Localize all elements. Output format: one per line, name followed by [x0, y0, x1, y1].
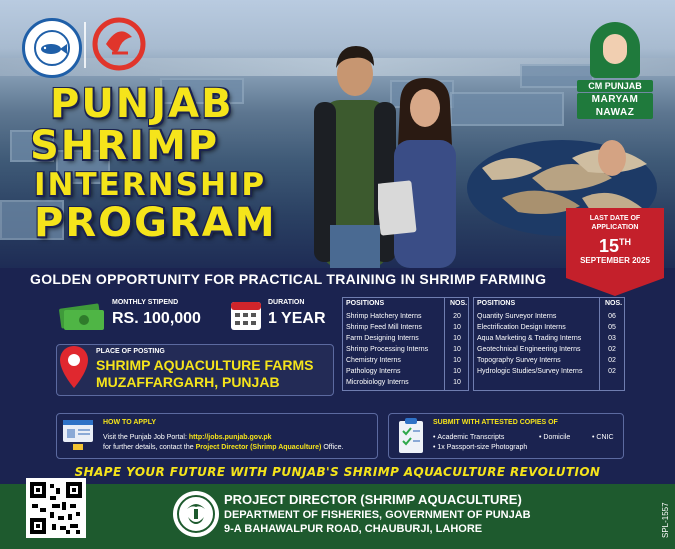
- duration-label: DURATION: [268, 299, 305, 306]
- title-line4: PROGRAM: [34, 200, 277, 246]
- position-count: 05: [608, 324, 616, 331]
- slogan: SHAPE YOUR FUTURE WITH PUNJAB'S SHRIMP AQUACULTURE REVOLUTION: [74, 465, 601, 479]
- position-count: 10: [453, 335, 461, 342]
- job-portal-link[interactable]: http://jobs.punjab.gov.pk: [188, 434, 272, 441]
- how-to-apply-line1: Visit the Punjab Job Portal: http://jobs.punjab.gov.pk: [103, 434, 272, 441]
- posting-line2: MUZAFFARGARH, PUNJAB: [96, 374, 280, 390]
- program-title: [30, 81, 330, 246]
- calendar-icon: [229, 298, 263, 332]
- position-count: 02: [608, 346, 616, 353]
- position-count: 20: [453, 313, 461, 320]
- title-line3: INTERNSHIP: [34, 167, 267, 203]
- footer-address: [224, 492, 554, 536]
- deadline-month-year: SEPTEMBER 2025: [580, 256, 650, 265]
- position-count: 10: [453, 368, 461, 375]
- footer-line3: 9-A BAHAWALPUR ROAD, CHAUBURJI, LAHORE: [224, 523, 483, 535]
- posting-label: PLACE OF POSTING: [96, 348, 165, 355]
- how-to-apply-title: HOW TO APPLY: [103, 419, 157, 426]
- stipend-label: MONTHLY STIPEND: [112, 299, 179, 306]
- position-count: 10: [453, 379, 461, 386]
- position-count: 10: [453, 357, 461, 364]
- punjab-govt-logo-icon: [173, 491, 219, 537]
- how-to-apply-panel: [56, 413, 378, 459]
- deadline-day: 15: [598, 236, 620, 256]
- subtitle: GOLDEN OPPORTUNITY FOR PRACTICAL TRAINING IN SHRIMP FARMING: [30, 271, 547, 287]
- positions-table-right: [473, 297, 625, 391]
- position-name: Shrimp Feed Mill Interns: [346, 324, 422, 331]
- position-name: Microbiology Interns: [346, 379, 409, 386]
- position-count: 02: [608, 368, 616, 375]
- female-student-image: [378, 78, 473, 268]
- location-pin-icon: [58, 344, 90, 390]
- position-name: Farm Designing Interns: [346, 335, 419, 342]
- deadline-day-suffix: TH: [619, 237, 632, 247]
- position-name: Aqua Marketing & Trading Interns: [477, 335, 582, 342]
- money-icon: [58, 298, 106, 332]
- documents-title: SUBMIT WITH ATTESTED COPIES OF: [433, 419, 558, 426]
- position-name: Shrimp Processing Interns: [346, 346, 429, 353]
- documents-panel: [388, 413, 624, 459]
- position-name: Quantity Surveyor Interns: [477, 313, 557, 320]
- position-count: 06: [608, 313, 616, 320]
- ad-code-text: SPL-1557: [661, 502, 670, 538]
- position-name: Shrimp Hatchery Interns: [346, 313, 422, 320]
- positions-right-count-header: NOS.: [605, 300, 623, 307]
- positions-left-header: POSITIONS: [346, 300, 385, 307]
- position-name: Geotechnical Engineering Interns: [477, 346, 581, 353]
- logo-divider: [84, 22, 86, 68]
- document-item: • CNIC: [592, 434, 614, 441]
- footer-line2: DEPARTMENT OF FISHERIES, GOVERNMENT OF PUNJAB: [224, 509, 531, 521]
- position-name: Electrification Design Interns: [477, 324, 566, 331]
- document-item: • Domicile: [539, 434, 571, 441]
- deadline-label-line1: LAST DATE OF: [589, 215, 641, 222]
- fisheries-logo-icon: [22, 18, 82, 78]
- cm-badge-line2: MARYAM NAWAZ: [577, 93, 653, 119]
- how-to-apply-line2: for further details, contact the Project Director (Shrimp Aquaculture) Office.: [103, 444, 344, 451]
- title-line1: PUNJAB: [50, 81, 234, 127]
- position-name: Hydrologic Studies/Survey Interns: [477, 368, 583, 375]
- position-name: Chemistry Interns: [346, 357, 401, 364]
- positions-right-header: POSITIONS: [477, 300, 516, 307]
- positions-table-left: [342, 297, 469, 391]
- title-line2: SHRIMP: [30, 123, 220, 169]
- portal-icon: [61, 418, 97, 452]
- position-count: 03: [608, 335, 616, 342]
- cm-portrait-icon: [590, 22, 640, 78]
- shrimp-logo-icon: [92, 17, 146, 71]
- stipend-value: RS. 100,000: [112, 310, 201, 327]
- document-item: • Academic Transcripts: [433, 434, 505, 441]
- positions-left-count-header: NOS.: [450, 300, 468, 307]
- position-count: 10: [453, 324, 461, 331]
- cm-badge-line1: CM PUNJAB: [577, 80, 653, 92]
- qr-code-icon[interactable]: [26, 478, 86, 538]
- duration-value: 1 YEAR: [268, 310, 326, 327]
- posting-line1: SHRIMP AQUACULTURE FARMS: [96, 357, 314, 373]
- checklist-icon: [393, 417, 427, 455]
- position-count: 10: [453, 346, 461, 353]
- ad-code: [659, 498, 671, 538]
- position-name: Topography Survey Interns: [477, 357, 561, 364]
- deadline-label-line2: APPLICATION: [591, 224, 639, 231]
- cm-punjab-badge: [577, 22, 653, 118]
- document-item: • 1x Passport-size Photograph: [433, 444, 528, 451]
- footer-line1: PROJECT DIRECTOR (SHRIMP AQUACULTURE): [224, 492, 522, 507]
- position-count: 02: [608, 357, 616, 364]
- position-name: Pathology Interns: [346, 368, 401, 375]
